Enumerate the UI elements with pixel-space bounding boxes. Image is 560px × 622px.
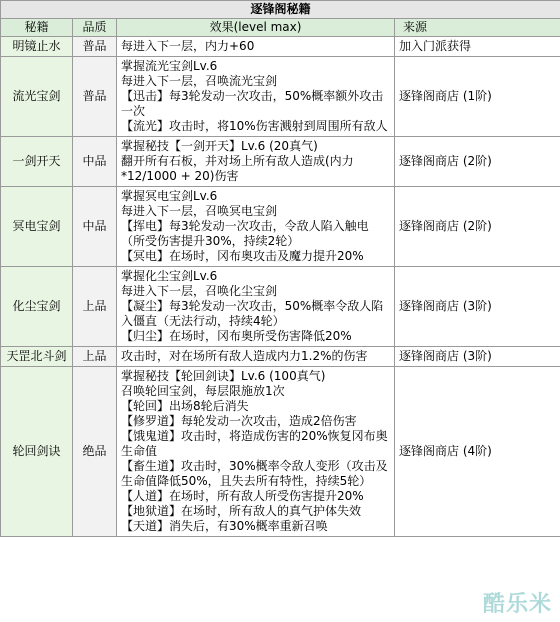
skill-name: 天罡北斗剑	[1, 347, 73, 367]
effect-line: 【挥电】每3轮发动一次攻击，令敌人陷入触电（所受伤害提升30%，持续2轮）	[121, 219, 369, 248]
skill-effect	[117, 267, 395, 347]
skill-source: 逐锋阁商店 (3阶)	[395, 347, 560, 367]
skill-source: 加入门派获得	[395, 37, 560, 57]
table-title-row	[1, 1, 560, 19]
effect-line: 掌握冥电宝剑Lv.6	[121, 189, 218, 203]
effect-line: 攻击时，对在场所有敌人造成内力1.2%的伤害	[121, 349, 368, 363]
header-source: 来源	[395, 19, 560, 37]
effect-line: 【修罗道】每轮发动一次攻击，造成2倍伤害	[121, 414, 357, 428]
skill-effect	[117, 137, 395, 187]
effect-line: 【畜生道】攻击时，30%概率令敌人变形（攻击及生命值降低50%，且失去所有特性，持续5轮）	[121, 459, 388, 488]
effect-line: 【天道】消失后，有30%概率重新召唤	[121, 519, 328, 533]
effect-line: 【地狱道】在场时，所有敌人的真气护体失效	[121, 504, 362, 518]
skill-source: 逐锋阁商店 (1阶)	[395, 57, 560, 137]
skill-grade: 绝品	[73, 367, 117, 537]
effect-line: 掌握秘技【轮回剑诀】Lv.6 (100真气)	[121, 369, 326, 383]
effect-line: 掌握秘技【一剑开天】Lv.6 (20真气)	[121, 139, 318, 153]
effect-line: 【人道】在场时，所有敌人所受伤害提升20%	[121, 489, 364, 503]
effect-line: 【冥电】在场时，冈布奥攻击及魔力提升20%	[121, 249, 364, 263]
table-header-row	[1, 19, 560, 37]
skill-name: 明镜止水	[1, 37, 73, 57]
table-row	[1, 267, 560, 347]
skill-name: 轮回剑诀	[1, 367, 73, 537]
table-row	[1, 367, 560, 537]
effect-line: 掌握化尘宝剑Lv.6	[121, 269, 218, 283]
table-row	[1, 57, 560, 137]
table-title: 逐锋阁秘籍	[1, 1, 560, 19]
header-name: 秘籍	[1, 19, 73, 37]
table-row	[1, 137, 560, 187]
effect-line: 【迅击】每3轮发动一次攻击，50%概率额外攻击一次	[121, 89, 384, 118]
table-row	[1, 347, 560, 367]
effect-line: 每进入下一层，召唤流光宝剑	[121, 74, 278, 88]
skill-name: 化尘宝剑	[1, 267, 73, 347]
skill-source: 逐锋阁商店 (2阶)	[395, 137, 560, 187]
skill-grade: 普品	[73, 57, 117, 137]
skill-grade: 中品	[73, 187, 117, 267]
watermark-logo: 酷乐米	[482, 592, 552, 617]
effect-line: 【轮回】出场8轮后消失	[121, 399, 249, 413]
skill-name: 流光宝剑	[1, 57, 73, 137]
skill-grade: 上品	[73, 267, 117, 347]
skill-effect	[117, 367, 395, 537]
header-effect: 效果(level max)	[117, 19, 395, 37]
skill-effect	[117, 57, 395, 137]
effect-line: 【归尘】在场时，冈布奥所受伤害降低20%	[121, 329, 352, 343]
effect-line: 【饿鬼道】攻击时，将造成伤害的20%恢复冈布奥生命值	[121, 429, 388, 458]
effect-line: 每进入下一层，召唤化尘宝剑	[121, 284, 278, 298]
table-row	[1, 187, 560, 267]
skill-effect	[117, 187, 395, 267]
skill-effect	[117, 347, 395, 367]
skill-name: 冥电宝剑	[1, 187, 73, 267]
header-grade: 品质	[73, 19, 117, 37]
skill-name: 一剑开天	[1, 137, 73, 187]
skill-grade: 上品	[73, 347, 117, 367]
skill-source: 逐锋阁商店 (4阶)	[395, 367, 560, 537]
effect-line: 【凝尘】每3轮发动一次攻击，50%概率令敌人陷入僵直（无法行动，持续4轮）	[121, 299, 384, 328]
skill-source: 逐锋阁商店 (2阶)	[395, 187, 560, 267]
skill-effect	[117, 37, 395, 57]
table-row	[1, 37, 560, 57]
effect-line: 掌握流光宝剑Lv.6	[121, 59, 218, 73]
effect-line: 【流光】攻击时，将10%伤害溅射到周围所有敌人	[121, 119, 388, 133]
effect-line: 每进入下一层，召唤冥电宝剑	[121, 204, 278, 218]
effect-line: 翻开所有石板，并对场上所有敌人造成(内力*12/1000 + 20)伤害	[121, 154, 354, 183]
effect-line: 每进入下一层，内力+60	[121, 39, 255, 53]
effect-line: 召唤轮回宝剑，每层限施放1次	[121, 384, 285, 398]
skill-grade: 中品	[73, 137, 117, 187]
skill-source: 逐锋阁商店 (3阶)	[395, 267, 560, 347]
skill-grade: 普品	[73, 37, 117, 57]
